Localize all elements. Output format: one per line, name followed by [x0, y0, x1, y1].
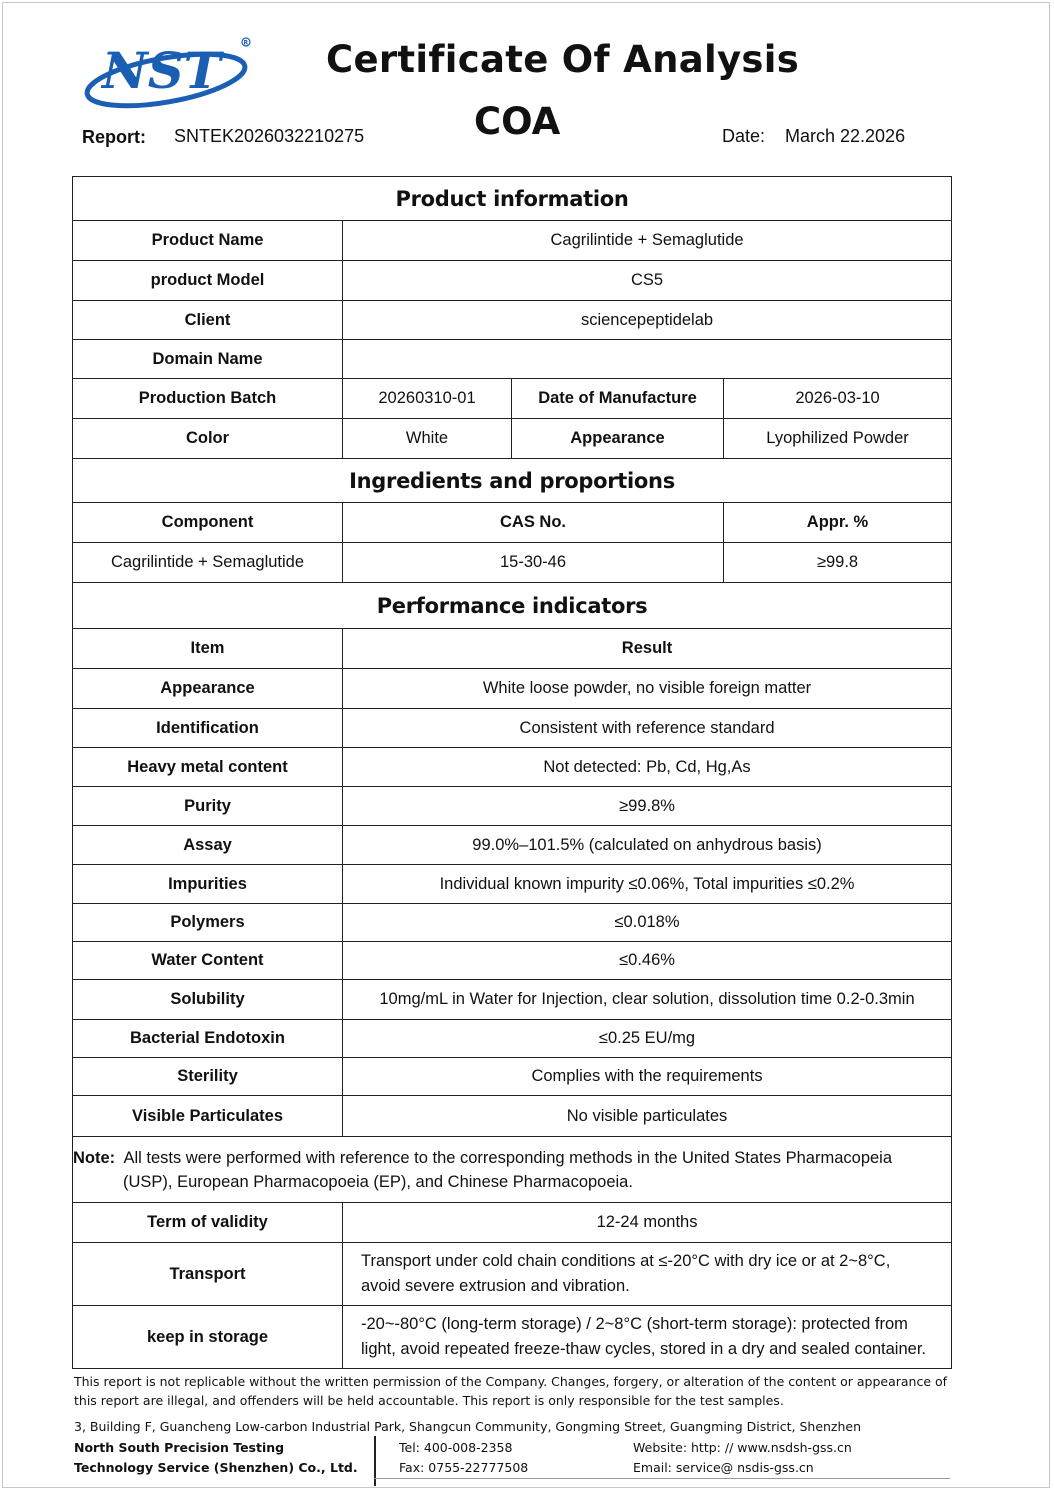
certificate-subtitle: COA [474, 100, 561, 143]
item-result: Not detected: Pb, Cd, Hg,As [343, 748, 952, 787]
item-label: Sterility [73, 1058, 343, 1096]
color-label: Color [73, 419, 343, 459]
product-model-label: product Model [73, 261, 343, 301]
logo-text: NST [102, 41, 222, 100]
table-row [73, 1020, 952, 1058]
note-label: Note: [73, 1148, 116, 1167]
table-row [73, 865, 952, 904]
contact-web-email [633, 1438, 852, 1478]
svg-text:R: R [243, 39, 249, 47]
product-model-value: CS5 [343, 261, 952, 301]
item-label: Water Content [73, 942, 343, 980]
item-result: 99.0%–101.5% (calculated on anhydrous basis) [343, 826, 952, 865]
item-result: Individual known impurity ≤0.06%, Total impurities ≤0.2% [343, 865, 952, 904]
report-number: SNTEK2026032210275 [174, 126, 365, 146]
item-result: White loose powder, no visible foreign matter [343, 669, 952, 709]
item-label: Identification [73, 709, 343, 748]
item-result: ≥99.8% [343, 787, 952, 826]
storage-value [343, 1306, 952, 1369]
item-label: Visible Particulates [73, 1096, 343, 1137]
item-label: Purity [73, 787, 343, 826]
appearance-value: Lyophilized Powder [724, 419, 952, 459]
report-label: Report: [82, 127, 146, 147]
footer-rule [374, 1478, 950, 1479]
color-value: White [343, 419, 512, 459]
production-batch-label: Production Batch [73, 379, 343, 419]
appearance-label: Appearance [512, 419, 724, 459]
section-ingredients: Ingredients and proportions [73, 459, 952, 503]
product-name-label: Product Name [73, 221, 343, 261]
certificate-title: Certificate Of Analysis [326, 38, 800, 81]
storage-line2: light, avoid repeated freeze-thaw cycles, stored in a dry and sealed container. [361, 1340, 926, 1358]
transport-label: Transport [73, 1243, 343, 1306]
client-label: Client [73, 301, 343, 340]
company-line1: North South Precision Testing [74, 1440, 285, 1455]
section-performance: Performance indicators [73, 583, 952, 629]
table-row [73, 1096, 952, 1137]
manufacture-date-label: Date of Manufacture [512, 379, 724, 419]
note-line2: (USP), European Pharmacopoeia (EP), and Chinese Pharmacopoeia. [123, 1172, 633, 1191]
table-row [73, 826, 952, 865]
date-label: Date: [722, 126, 766, 146]
item-result: No visible particulates [343, 1096, 952, 1137]
item-label: Solubility [73, 980, 343, 1020]
fax: Fax: 0755-22777508 [399, 1460, 529, 1475]
item-label: Assay [73, 826, 343, 865]
ingredient-appr: ≥99.8 [724, 543, 952, 583]
ingredient-header-cas: CAS No. [343, 503, 724, 543]
performance-header-item: Item [73, 629, 343, 669]
transport-line2: avoid severe extrusion and vibration. [361, 1277, 630, 1295]
nst-logo [82, 36, 254, 110]
domain-name-value [343, 340, 952, 379]
domain-name-label: Domain Name [73, 340, 343, 379]
table-row [73, 748, 952, 787]
company-line2: Technology Service (Shenzhen) Co., Ltd. [74, 1460, 358, 1475]
storage-line1: -20~-80°C (long-term storage) / 2~8°C (short-term storage): protected from [361, 1315, 908, 1333]
ingredient-header-appr: Appr. % [724, 503, 952, 543]
table-row [73, 1058, 952, 1096]
manufacture-date-value: 2026-03-10 [724, 379, 952, 419]
disclaimer [74, 1372, 954, 1410]
item-result: ≤0.46% [343, 942, 952, 980]
company-address: 3, Building F, Guancheng Low-carbon Industrial Park, Shangcun Community, Gongming Street, Guangming District, Shenzhen [74, 1419, 862, 1434]
table-row [73, 904, 952, 942]
transport-line1: Transport under cold chain conditions at ≤-20°C with dry ice or at 2~8°C, [361, 1252, 891, 1270]
item-result: ≤0.018% [343, 904, 952, 942]
contact-phone-fax [399, 1438, 528, 1478]
website-link[interactable]: Website: http: // www.nsdsh-gss.cn [633, 1440, 852, 1455]
ingredient-cas: 15-30-46 [343, 543, 724, 583]
validity-label: Term of validity [73, 1203, 343, 1243]
disclaimer-line2: this report are illegal, and offenders will be held accountable. This report is only responsible for the test samples. [74, 1393, 784, 1408]
product-name-value: Cagrilintide + Semaglutide [343, 221, 952, 261]
item-result: 10mg/mL in Water for Injection, clear solution, dissolution time 0.2-0.3min [343, 980, 952, 1020]
item-label: Appearance [73, 669, 343, 709]
item-result: ≤0.25 EU/mg [343, 1020, 952, 1058]
ingredient-header-component: Component [73, 503, 343, 543]
coa-table [72, 176, 952, 1369]
note-cell [73, 1137, 952, 1203]
client-value: sciencepeptidelab [343, 301, 952, 340]
company-name [74, 1438, 358, 1478]
performance-header-result: Result [343, 629, 952, 669]
item-label: Impurities [73, 865, 343, 904]
validity-value: 12-24 months [343, 1203, 952, 1243]
table-row [73, 709, 952, 748]
production-batch-value: 20260310-01 [343, 379, 512, 419]
transport-value [343, 1243, 952, 1306]
item-label: Bacterial Endotoxin [73, 1020, 343, 1058]
item-result: Complies with the requirements [343, 1058, 952, 1096]
email-link[interactable]: Email: service@ nsdis-gss.cn [633, 1460, 814, 1475]
storage-label: keep in storage [73, 1306, 343, 1369]
item-label: Polymers [73, 904, 343, 942]
item-label: Heavy metal content [73, 748, 343, 787]
ingredient-component: Cagrilintide + Semaglutide [73, 543, 343, 583]
table-row [73, 669, 952, 709]
table-row [73, 980, 952, 1020]
table-row [73, 787, 952, 826]
note-line1: All tests were performed with reference to the corresponding methods in the United States Pharmacopeia [123, 1148, 893, 1167]
phone: Tel: 400-008-2358 [399, 1440, 513, 1455]
item-result: Consistent with reference standard [343, 709, 952, 748]
table-row [73, 942, 952, 980]
disclaimer-line1: This report is not replicable without the written permission of the Company. Changes, forgery, or alteration of the content or appearance of [74, 1374, 948, 1389]
report-date: March 22.2026 [785, 126, 906, 146]
section-product-information: Product information [73, 177, 952, 221]
